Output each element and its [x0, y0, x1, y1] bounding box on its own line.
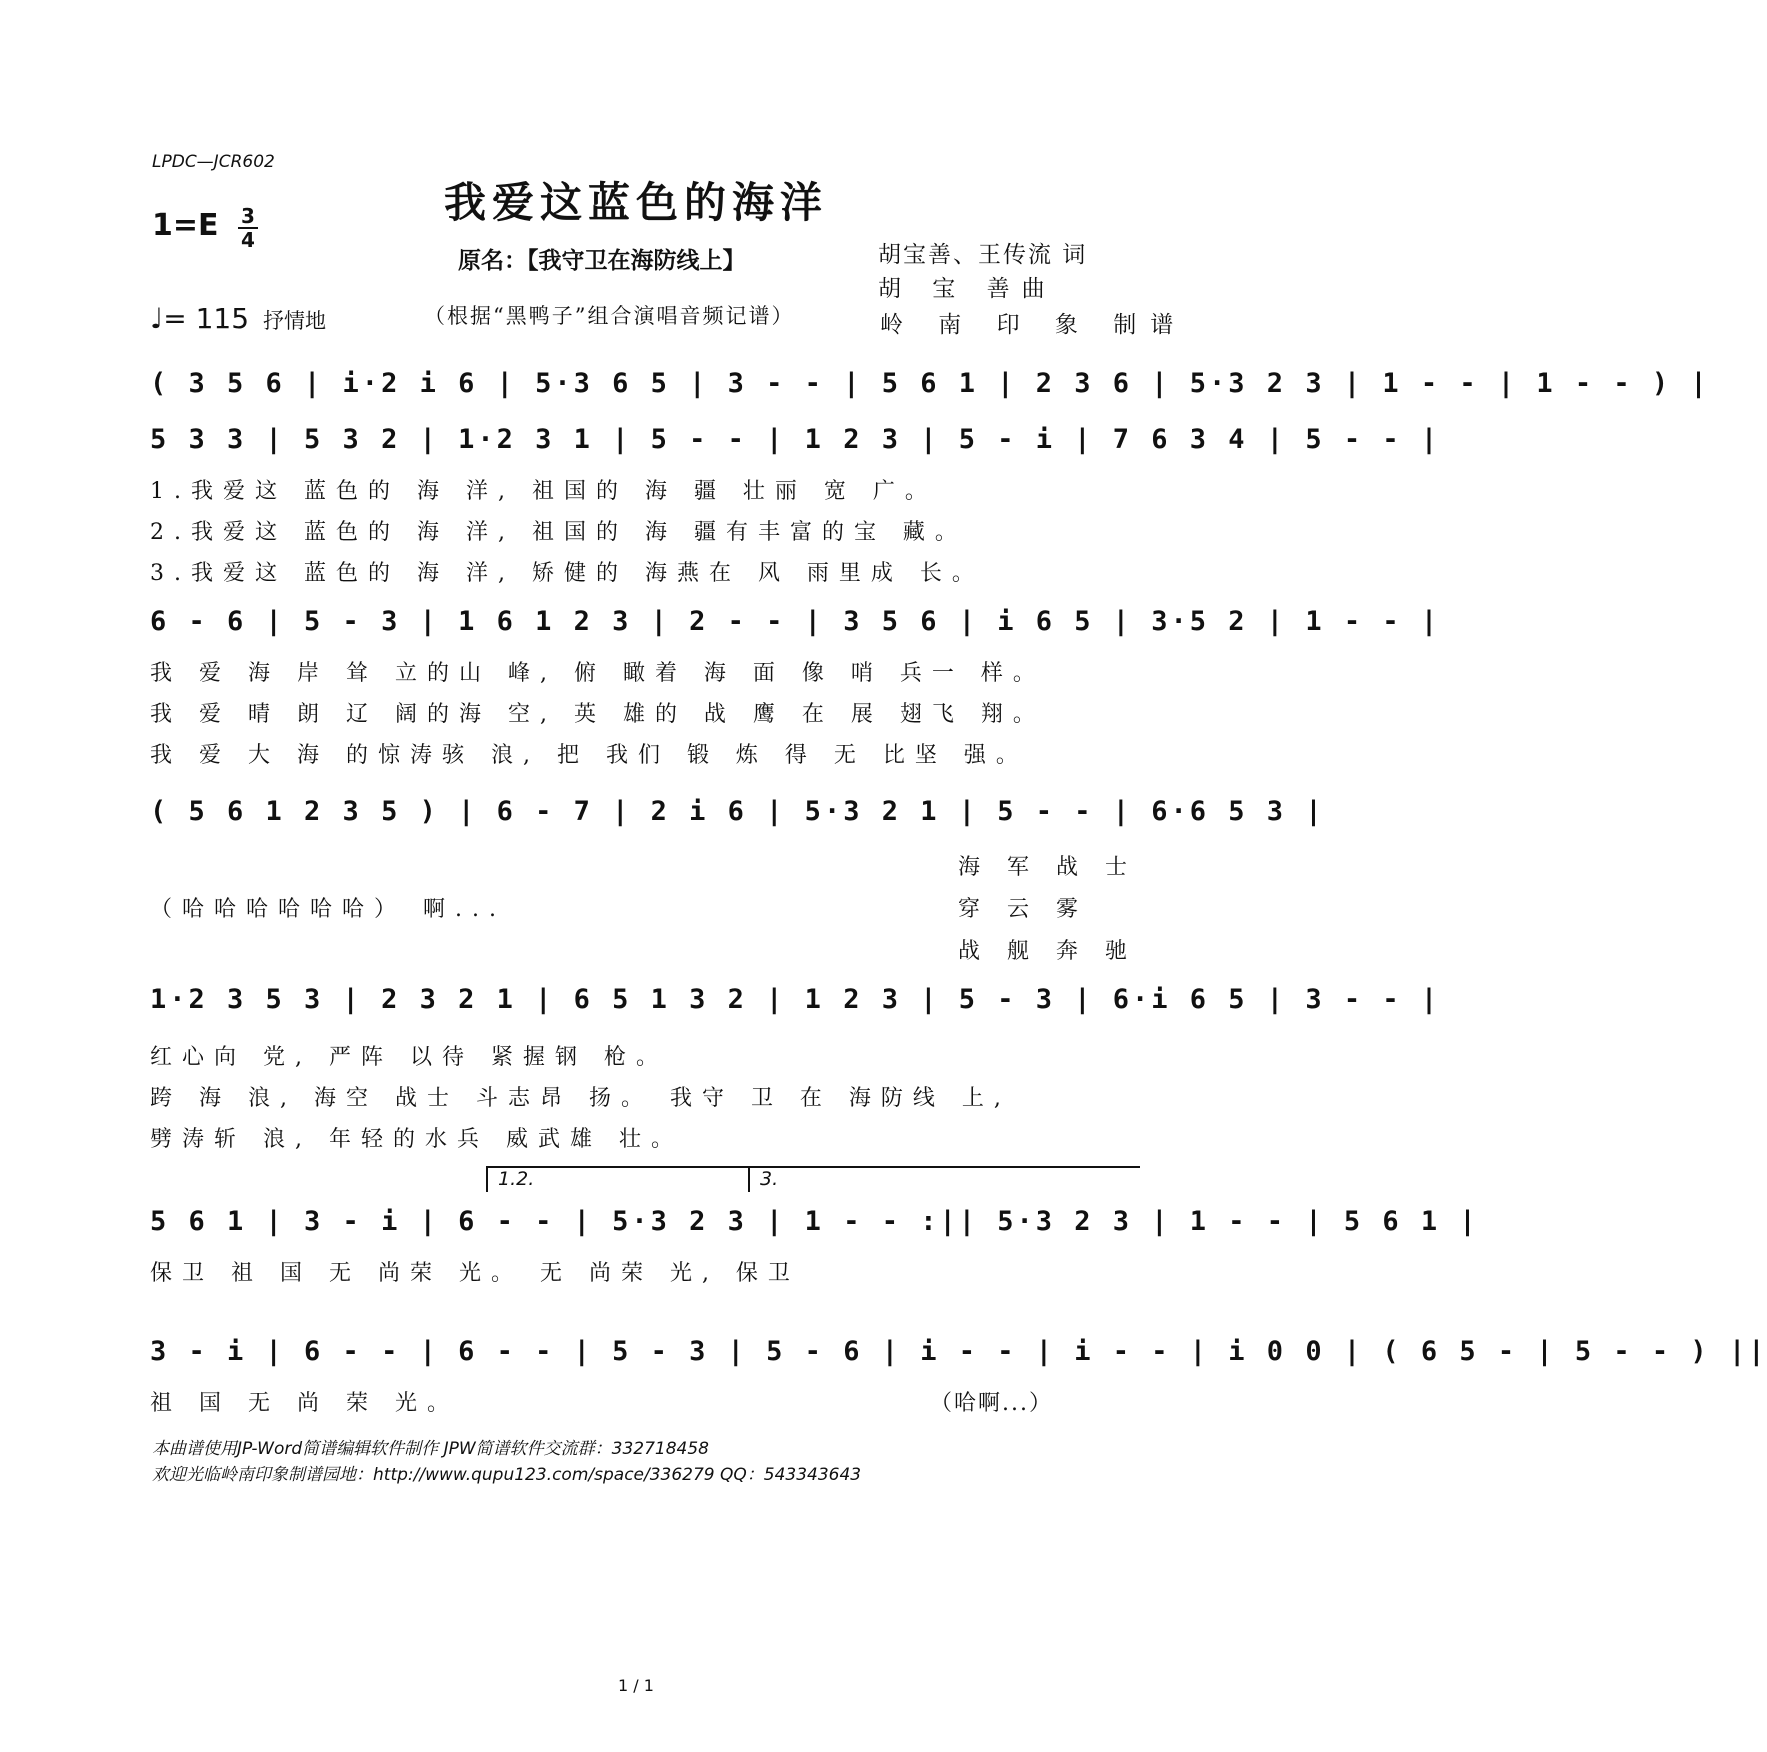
lyric-line-5-verse-3: 劈涛斩 浪, 年轻的水兵 威武雄 壮。: [150, 1127, 683, 1152]
lyric-line-3-verse-2: 我 爱 晴 朗 辽 阔的海 空, 英 雄的 战 鹰 在 展 翅飞 翔。: [150, 702, 1045, 727]
quarter-note-icon: ♩: [150, 302, 164, 335]
key-text: 1=E: [152, 208, 219, 243]
tempo-marking: [150, 302, 326, 335]
time-denominator: 4: [241, 228, 255, 252]
arranger: 岭 南 印 象 制谱: [880, 312, 1188, 338]
score-line-4: ( 5 6 1 2 3 5 ) | 6 - 7 | 2 i 6 | 5·3 2 1 | 5 - - | 6·6 5 3 |: [150, 796, 1325, 827]
lyric-line-5-verse-1: 红心向 党, 严阵 以待 紧握钢 枪。: [150, 1045, 668, 1070]
lyric-line-2-verse-3: 3.我爱这 蓝色的 海 洋, 矫健的 海燕在 风 雨里成 长。: [150, 561, 984, 586]
expression-mark: 抒情地: [263, 309, 327, 333]
score-line-2: 5 3 3 | 5 3 2 | 1·2 3 1 | 5 - - | 1 2 3 | 5 - i | 7 6 3 4 | 5 - - |: [150, 424, 1441, 455]
score-code: LPDC—JCR602: [152, 152, 275, 172]
lyric-line-2-verse-1: 1.我爱这 蓝色的 海 洋, 祖国的 海 疆 壮丽 宽 广。: [150, 479, 937, 504]
lyric-line-7: 祖 国 无 尚 荣 光。: [150, 1391, 459, 1416]
source-note: （根据“黑鸭子”组合演唱音频记谱）: [424, 304, 795, 328]
page-number: 1 / 1: [618, 1676, 654, 1695]
lyric-line-4-right-2: 穿 云 雾: [958, 897, 1088, 922]
score-line-7: 3 - i | 6 - - | 6 - - | 5 - 3 | 5 - 6 | i - - | i - - | i 0 0 | ( 6 5 - | 5 - - ) ||: [150, 1336, 1767, 1367]
lyric-line-5-verse-2: 跨 海 浪, 海空 战士 斗志昂 扬。 我守 卫 在 海防线 上,: [150, 1086, 1011, 1111]
lyric-line-6: 保卫 祖 国 无 尚荣 光。 无 尚荣 光, 保卫: [150, 1261, 800, 1286]
score-line-5: 1·2 3 5 3 | 2 3 2 1 | 6 5 1 3 2 | 1 2 3 | 5 - 3 | 6·i 6 5 | 3 - - |: [150, 984, 1441, 1015]
volta-first-ending: 1.2.: [486, 1166, 748, 1192]
footer-line-1: 本曲谱使用JP-Word简谱编辑软件制作 JPW简谱软件交流群：332718458: [152, 1439, 709, 1459]
lyric-line-7-end: （哈啊...）: [930, 1391, 1053, 1416]
footer-line-2: 欢迎光临岭南印象制谱园地：http://www.qupu123.com/space/336279 QQ：543343643: [152, 1465, 862, 1485]
original-name: 原名：【我守卫在海防线上】: [458, 247, 746, 274]
tempo-value: = 115: [163, 302, 250, 335]
song-title: 我爱这蓝色的海洋: [443, 178, 828, 227]
score-line-3: 6 - 6 | 5 - 3 | 1 6 1 2 3 | 2 - - | 3 5 6 | i 6 5 | 3·5 2 | 1 - - |: [150, 606, 1441, 637]
time-signature: [238, 206, 258, 250]
lyric-line-3-verse-1: 我 爱 海 岸 耸 立的山 峰, 俯 瞰着 海 面 像 哨 兵一 样。: [150, 661, 1045, 686]
key-signature: [152, 204, 255, 252]
composer: 胡 宝 善曲: [878, 276, 1057, 302]
volta-third-ending: 3.: [748, 1166, 1140, 1192]
lyric-line-4-main: （哈哈哈哈哈哈） 啊...: [150, 897, 506, 922]
lyricist: 胡宝善、王传流 词: [878, 242, 1088, 268]
score-line-1: ( 3 5 6 | i·2 i 6 | 5·3 6 5 | 3 - - | 5 6 1 | 2 3 6 | 5·3 2 3 | 1 - - | 1 - - ) |: [150, 368, 1710, 399]
score-line-6: 5 6 1 | 3 - i | 6 - - | 5·3 2 3 | 1 - - :|| 5·3 2 3 | 1 - - | 5 6 1 |: [150, 1206, 1479, 1237]
lyric-line-4-right-1: 海 军 战 士: [958, 855, 1137, 880]
time-numerator: 3: [241, 204, 255, 228]
lyric-line-3-verse-3: 我 爱 大 海 的惊涛骇 浪, 把 我们 锻 炼 得 无 比坚 强。: [150, 743, 1028, 768]
lyric-line-2-verse-2: 2.我爱这 蓝色的 海 洋, 祖国的 海 疆有丰富的宝 藏。: [150, 520, 967, 545]
lyric-line-4-right-3: 战 舰 奔 驰: [958, 939, 1137, 964]
